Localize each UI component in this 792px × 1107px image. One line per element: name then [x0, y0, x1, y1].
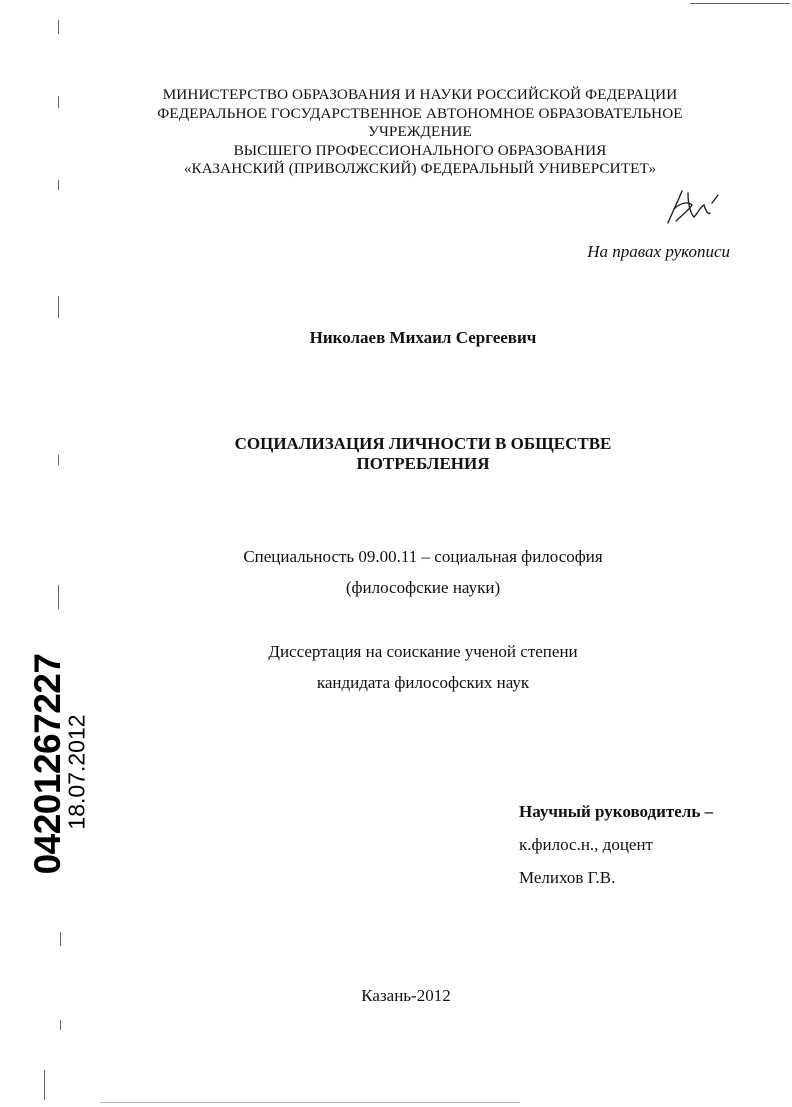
- header-line: УЧРЕЖДЕНИЕ: [368, 123, 472, 140]
- supervisor-degree: к.филос.н., доцент: [519, 835, 653, 854]
- manuscript-note: На правах рукописи: [587, 242, 730, 261]
- supervisor-heading: Научный руководитель –: [519, 802, 714, 821]
- scan-edge-mark: [60, 1020, 61, 1030]
- scan-edge-mark: [60, 932, 61, 946]
- scan-edge-mark: [100, 1102, 520, 1103]
- title-line: СОЦИАЛИЗАЦИЯ ЛИЧНОСТИ В ОБЩЕСТВЕ: [234, 434, 612, 453]
- degree-line: кандидата философских наук: [316, 673, 530, 692]
- title-line: ПОТРЕБЛЕНИЯ: [356, 454, 490, 473]
- supervisor-block: [519, 795, 713, 894]
- supervisor-name: Мелихов Г.В.: [519, 868, 616, 887]
- stamp-number: 04201267227: [27, 653, 68, 875]
- specialty-line: Специальность 09.00.11 – социальная философия: [243, 547, 603, 566]
- dissertation-title: [0, 434, 792, 474]
- scan-edge-mark: [58, 180, 59, 190]
- scan-edge-mark: [58, 96, 59, 108]
- scan-edge-mark: [58, 296, 59, 318]
- author-name: Николаев Михаил Сергеевич: [309, 328, 537, 347]
- specialty-block: [0, 541, 792, 603]
- specialty-line: (философские науки): [345, 578, 501, 597]
- header-line: ФЕДЕРАЛЬНОЕ ГОСУДАРСТВЕННОЕ АВТОНОМНОЕ ОБРАЗОВАТЕЛЬНОЕ: [157, 104, 683, 122]
- scan-edge-mark: [690, 3, 790, 4]
- handwritten-signature: [658, 183, 728, 229]
- scan-edge-mark: [58, 20, 59, 34]
- degree-line: Диссертация на соискание ученой степени: [268, 642, 578, 661]
- scan-edge-mark: [44, 1070, 45, 1100]
- institution-header: [120, 86, 720, 179]
- degree-block: [0, 636, 792, 698]
- header-line: ВЫСШЕГО ПРОФЕССИОНАЛЬНОГО ОБРАЗОВАНИЯ: [233, 141, 607, 159]
- stamp-date: 18.07.2012: [63, 714, 90, 830]
- city-year: Казань-2012: [361, 986, 451, 1005]
- header-line: МИНИСТЕРСТВО ОБРАЗОВАНИЯ И НАУКИ РОССИЙСКОЙ ФЕДЕРАЦИИ: [162, 86, 678, 103]
- header-line: «КАЗАНСКИЙ (ПРИВОЛЖСКИЙ) ФЕДЕРАЛЬНЫЙ УНИВЕРСИТЕТ»: [183, 160, 657, 177]
